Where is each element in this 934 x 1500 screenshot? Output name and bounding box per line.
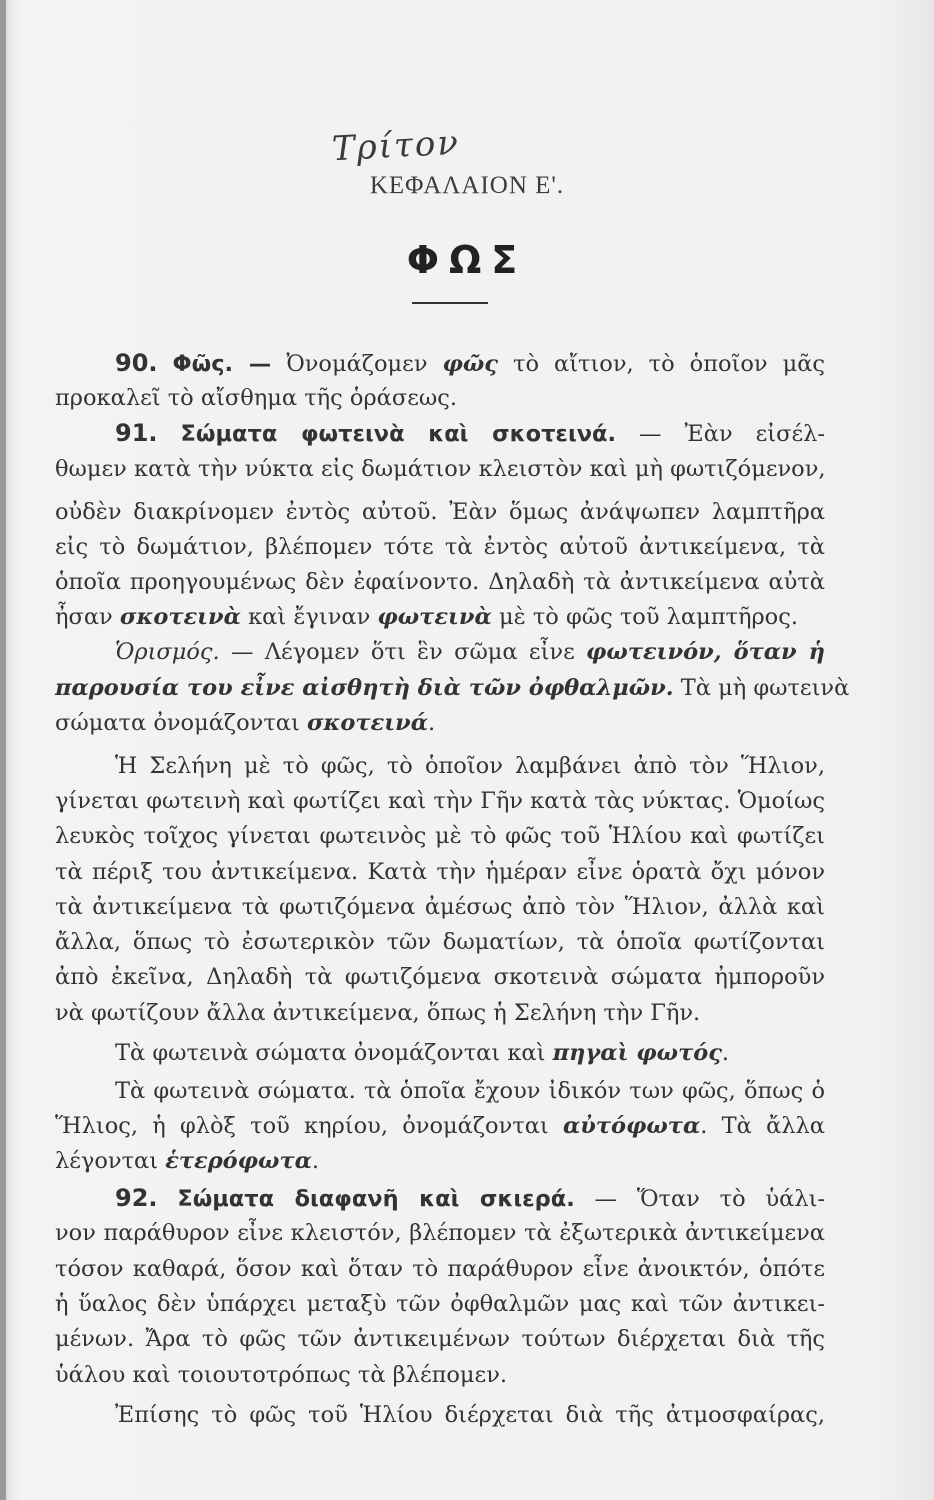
chapter-heading: ΚΕΦΑΛΑΙΟΝ Ε'. — [369, 172, 565, 199]
text-line: ἄλλα, ὅπως τὸ ἐσωτερικὸν τῶν δωματίων, τὰ ὁποῖα φωτίζονται — [55, 929, 825, 955]
text-line: ὁποῖα προηγουμένως δὲν ἐφαίνοντο. Δηλαδὴ τὰ ἀντικείμενα αὐτὰ — [55, 569, 825, 595]
handwritten-annotation: Τρίτον — [331, 122, 461, 170]
text-line: εἰς τὸ δωμάτιον, βλέπομεν τότε τὰ ἐντὸς αὐτοῦ ἀντικείμενα, τὰ — [55, 534, 825, 560]
text-line: Τὰ φωτεινὰ σώματα ὀνομάζονται καὶ πηγαὶ φωτός. — [115, 1040, 730, 1066]
text-line: μένων. Ἄρα τὸ φῶς τῶν ἀντικειμένων τούτων διέρχεται διὰ τῆς — [55, 1326, 825, 1352]
page-edge — [0, 0, 6, 1500]
text-line: θωμεν κατὰ τὴν νύκτα εἰς δωμάτιον κλειστὸν καὶ μὴ φωτιζόμενον, — [55, 456, 826, 482]
text-line: τόσον καθαρά, ὅσον καὶ ὅταν τὸ παράθυρον εἶνε ἀνοικτόν, ὁπότε — [55, 1256, 825, 1282]
text-line: λέγονται ἑτερόφωτα. — [55, 1148, 320, 1174]
text-line: Ἡ Σελήνη μὲ τὸ φῶς, τὸ ὁποῖον λαμβάνει ἀπὸ τὸν Ἥλιον, — [115, 753, 825, 779]
title-rule — [412, 302, 488, 304]
text-line: 92. Σώματα διαφανῆ καὶ σκιερά. — Ὅταν τὸ ὑάλι- — [115, 1184, 826, 1212]
text-line: ἡ ὕαλος δὲν ὑπάρχει μεταξὺ τῶν ὀφθαλμῶν μας καὶ τῶν ἀντικει- — [55, 1291, 825, 1317]
text-line: ἦσαν σκοτεινὰ καὶ ἔγιναν φωτεινὰ μὲ τὸ φῶς τοῦ λαμπτῆρος. — [55, 604, 798, 630]
text-line: νὰ φωτίζουν ἄλλα ἀντικείμενα, ὅπως ἡ Σελήνη τὴν Γῆν. — [55, 1000, 701, 1026]
text-line: Ἥλιος, ἡ φλὸξ τοῦ κηρίου, ὀνομάζονται αὐτόφωτα. Τὰ ἄλλα — [55, 1113, 825, 1139]
text-line: τὰ ἀντικείμενα τὰ φωτιζόμενα ἀμέσως ἀπὸ τὸν Ἥλιον, ἀλλὰ καὶ — [55, 894, 825, 920]
text-line: σώματα ὀνομάζονται σκοτεινά. — [55, 710, 436, 736]
text-line: νον παράθυρον εἶνε κλειστόν, βλέπομεν τὰ ἐξωτερικὰ ἀντικείμενα — [55, 1220, 825, 1246]
text-line: 90. Φῶς. — Ὀνομάζομεν φῶς τὸ αἴτιον, τὸ ὁποῖον μᾶς — [115, 349, 826, 377]
text-line: λευκὸς τοῖχος γίνεται φωτεινὸς μὲ τὸ φῶς τοῦ Ἡλίου καὶ φωτίζει — [55, 823, 825, 849]
text-line: παρουσία του εἶνε αἰσθητὴ διὰ τῶν ὀφθαλμῶν. Τὰ μὴ φωτεινὰ — [55, 675, 850, 701]
text-line: προκαλεῖ τὸ αἴσθημα τῆς ὁράσεως. — [55, 385, 457, 411]
text-line: γίνεται φωτεινὴ καὶ φωτίζει καὶ τὴν Γῆν κατὰ τὰς νύκτας. Ὁμοίως — [55, 788, 825, 814]
text-line: ὑάλου καὶ τοιουτοτρόπως τὰ βλέπομεν. — [55, 1362, 508, 1388]
text-line: οὐδὲν διακρίνομεν ἐντὸς αὐτοῦ. Ἐὰν ὅμως ἀνάψωπεν λαμπτῆρα — [55, 499, 825, 525]
text-line: Ὁρισμός. — Λέγομεν ὅτι ἓν σῶμα εἶνε φωτεινόν, ὅταν ἡ — [115, 639, 825, 665]
text-line: Ἐπίσης τὸ φῶς τοῦ Ἡλίου διέρχεται διὰ τῆς ἀτμοσφαίρας, — [115, 1402, 825, 1428]
text-line: ἀπὸ ἐκεῖνα, Δηλαδὴ τὰ φωτιζόμενα σκοτεινὰ σώματα ἠμποροῦν — [55, 964, 825, 990]
text-line: τὰ πέριξ του ἀντικείμενα. Κατὰ τὴν ἡμέραν εἶνε ὁρατὰ ὄχι μόνον — [55, 859, 825, 885]
text-line: Τὰ φωτεινὰ σώματα. τὰ ὁποῖα ἔχουν ἰδικόν των φῶς, ὅπως ὁ — [115, 1078, 825, 1104]
text-line: 91. Σώματα φωτεινὰ καὶ σκοτεινά. — Ἐὰν εἰσέλ- — [115, 419, 825, 447]
chapter-title: ΦΩΣ — [406, 238, 528, 282]
